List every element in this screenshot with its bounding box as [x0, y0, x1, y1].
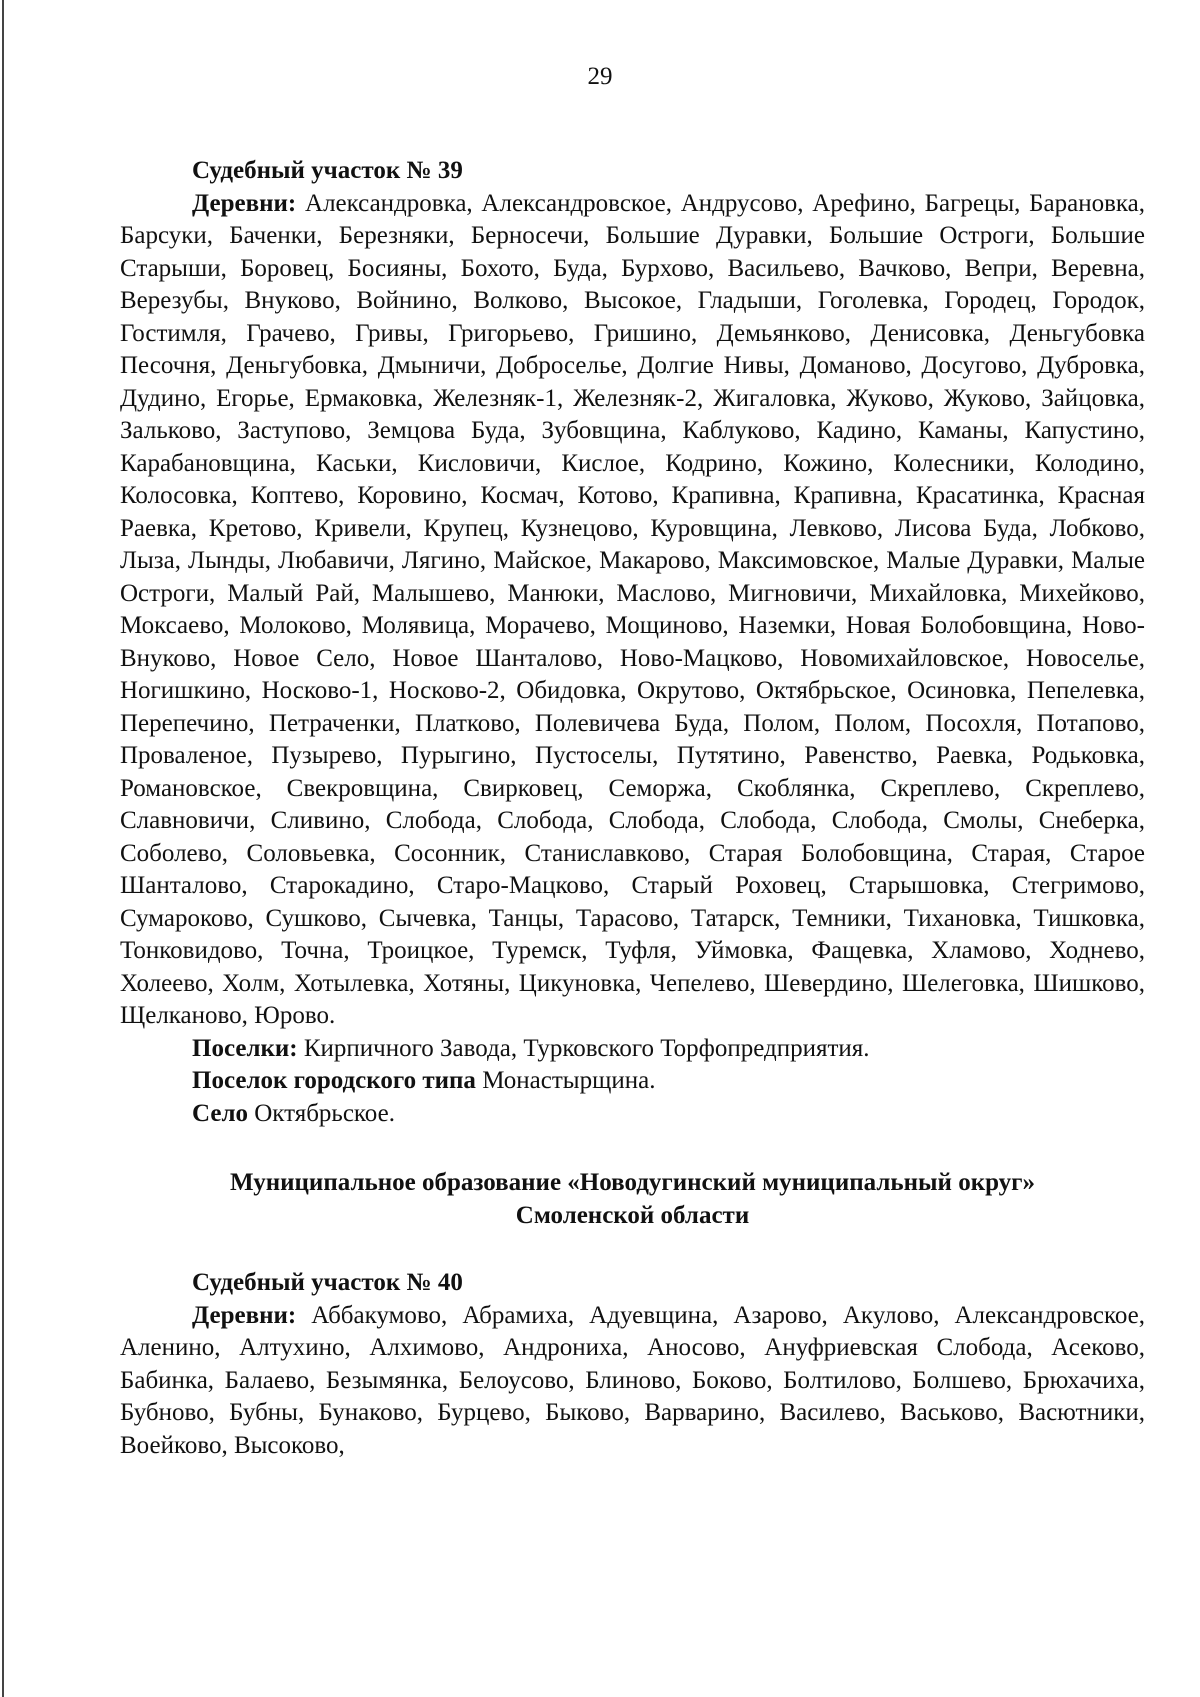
- urban-settlement-paragraph-39: [120, 1065, 1145, 1098]
- entry-text: Октябрьское.: [254, 1099, 395, 1127]
- entry-label: Деревни:: [192, 1301, 297, 1329]
- municipality-title-line2: Смоленской области: [515, 1201, 750, 1229]
- entry-text: Александровка, Александровское, Андрусово, Арефино, Багрецы, Барановка, Барсуки, Баченки, Березняки, Берносечи, Большие Дуравки, Большие Остроги, Большие Старыши, Боровец, Босияны, Бохото, Буда, Бурхово, Васильево, Вачково, Вепри, Веревна, Верезубы, Внуково, Войнино, Волково, Высокое, Гладыши, Гоголевка, Городец, Городок, Гостимля, Грачево, Гривы, Григорьево, Гришино, Демьянково, Денисовка, Деньгубовка Песочня, Деньгубовка, Дмыничи, Доброселье, Долгие Нивы, Доманово, Досугово, Дубровка, Дудино, Егорье, Ермаковка, Железняк-1, Железняк-2, Жигаловка, Жуково, Жуково, Зайцовка, Зальково, Заступово, Земцова Буда, Зубовщина, Каблуково, Кадино, Каманы, Капустино, Карабановщина, Каськи, Кисловичи, Кислое, Кодрино, Кожино, Колесники, Колодино, Колосовка, Коптево, Коровино, Космач, Котово, Крапивна, Крапивна, Красатинка, Красная Раевка, Кретово, Кривели, Крупец, Кузнецово, Куровщина, Левково, Лисова Буда, Лобково, Лыза, Лынды, Любавичи, Лягино, Майское, Макарово, Максимовское, Малые Дуравки, Малые Остроги, Малый Рай, Малышево, Манюки, Маслово, Мигновичи, Михайловка, Михейково, Моксаево, Молоково, Молявица, Морачево, Мощиново, Наземки, Новая Болобовщина, Ново-Внуково, Новое Село, Новое Шанталово, Ново-Мацково, Новомихайловское, Новоселье, Ногишкино, Носково-1, Носково-2, Обидовка, Окрутово, Октябрьское, Осиновка, Пепелевка, Перепечино, Петраченки, Платково, Полевичева Буда, Полом, Полом, Посохля, Потапово, Проваленое, Пузырево, Пурыгино, Пустоселы, Путятино, Равенство, Раевка, Родьковка, Романовское, Свекровщина, Свирковец, Семоржа, Скоблянка, Скреплево, Скреплево, Славновичи, Сливино, Слобода, Слобода, Слобода, Слобода, Слобода, Смолы, Снеберка, Соболево, Соловьевка, Сосонник, Станиславково, Старая Болобовщина, Старая, Старое Шанталово, Старокадино, Старо-Мацково, Старый Роховец, Старышовка, Стегримово, Сумароково, Сушково, Сычевка, Танцы, Тарасово, Татарск, Темники, Тихановка, Тишковка, Тонковидово, Точна, Троицкое, Туремск, Туфля, Уймовка, Фащевка, Хламово, Ходнево, Холеево, Холм, Хотылевка, Хотяны, Цикуновка, Чепелево, Шевердино, Шелеговка, Шишково, Щелканово, Юрово.: [120, 189, 1146, 1029]
- entry-text: Кирпичного Завода, Турковского Торфопредприятия.: [303, 1034, 870, 1062]
- entry-label: Поселки:: [192, 1034, 298, 1062]
- villages-paragraph-39: [120, 188, 1145, 1033]
- entry-label: Деревни:: [192, 189, 297, 217]
- villages-paragraph-40: [120, 1300, 1145, 1463]
- settlements-paragraph-39: [120, 1033, 1145, 1066]
- document-body: [120, 155, 1145, 1462]
- section-heading-39: Судебный участок № 39: [192, 157, 463, 184]
- entry-label: Поселок городского типа: [192, 1067, 476, 1094]
- page-edge-line: [2, 0, 4, 1697]
- entry-label: Село: [192, 1099, 248, 1127]
- entry-text: Аббакумово, Абрамиха, Адуевщина, Азарово, Акулово, Александровское, Аленино, Алтухино, Алхимово, Андрониха, Аносово, Ануфриевская Слобода, Асеково, Бабинка, Балаево, Безымянка, Белоусово, Блиново, Боково, Болтилово, Болшево, Брюхачиха, Бубново, Бубны, Бунаково, Бурцево, Быково, Варварино, Василево, Васьково, Васютники, Воейково, Высоково,: [120, 1301, 1146, 1459]
- municipality-title-line1: Муниципальное образование «Новодугинский муниципальный округ»: [229, 1169, 1036, 1196]
- section-heading-40: Судебный участок № 40: [192, 1269, 463, 1296]
- village-selo-paragraph-39: [120, 1098, 1145, 1131]
- page-number: 29: [587, 63, 613, 90]
- entry-text: Монастырщина.: [482, 1067, 656, 1094]
- municipality-title: [120, 1167, 1145, 1232]
